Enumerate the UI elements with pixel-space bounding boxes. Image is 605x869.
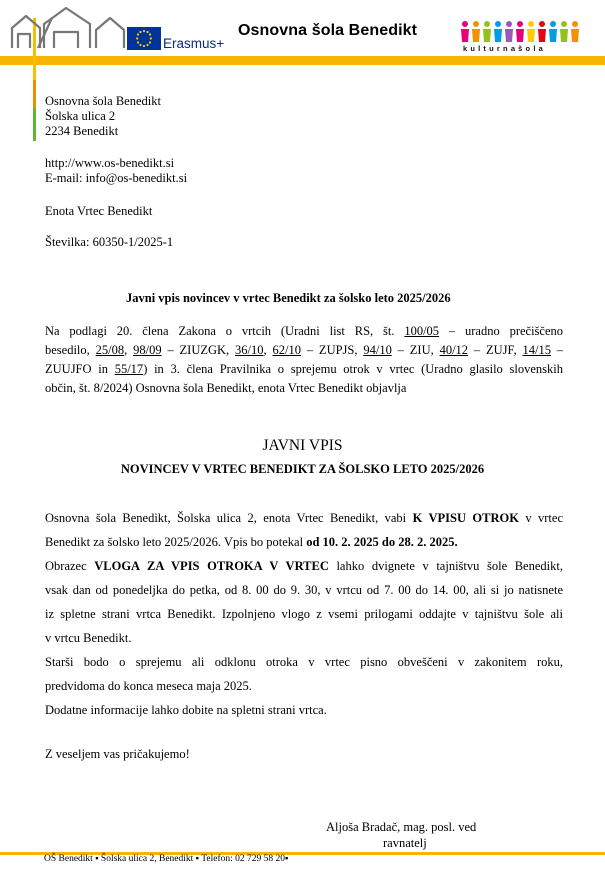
intro-line-2: besedilo, 25/08, 98/09 – ZIUZGK, 36/10, 62/10 – ZUPJS, 94/10 – ZIU, 40/12 – ZUJF, 14/15 – bbox=[45, 343, 564, 357]
subject-line: Javni vpis novincev v vrtec Benedikt za šolsko leto 2025/2026 bbox=[126, 291, 451, 305]
body-line: Benedikt za šolsko leto 2025/2026. Vpis bo potekal od 10. 2. 2025 do 28. 2. 2025. bbox=[45, 535, 458, 549]
intro-paragraph bbox=[45, 322, 563, 398]
school-logo bbox=[8, 4, 128, 54]
signature-role: ravnatelj bbox=[383, 836, 427, 850]
law-ref-link[interactable]: 14/15 bbox=[522, 343, 551, 357]
website-link[interactable]: http://www.os-benedikt.si bbox=[45, 156, 175, 170]
unit-name: Enota Vrtec Benedikt bbox=[45, 204, 153, 218]
signature-name: Aljoša Bradač, mag. posl. ved bbox=[326, 820, 477, 834]
kulturna-sola-label: kulturnašola bbox=[463, 44, 546, 53]
body-line: Obrazec VLOGA ZA VPIS OTROKA V VRTEC lahko dvignete v tajništvu šole Benedikt, bbox=[45, 559, 563, 573]
law-ref-link[interactable]: 25/08 bbox=[95, 343, 125, 357]
sender-line-2: Šolska ulica 2 bbox=[45, 109, 116, 123]
body-paragraph-1 bbox=[45, 506, 563, 554]
law-ref-link[interactable]: 40/12 bbox=[439, 343, 469, 357]
header-school-name: Osnovna šola Benedikt bbox=[238, 22, 418, 39]
sender-line-3: 2234 Benedikt bbox=[45, 124, 119, 138]
body-line: iz spletne strani vrtca Benedikt. Izpolnjeno vlogo z vsemi prilogami oddajte v tajništvu šole ali bbox=[45, 607, 563, 621]
law-ref-link[interactable]: 98/09 bbox=[133, 343, 162, 357]
closing-line: Z veseljem vas pričakujemo! bbox=[45, 747, 190, 761]
header-accent-bar bbox=[0, 56, 605, 65]
erasmus-label: Erasmus+ bbox=[163, 36, 225, 51]
main-heading: JAVNI VPIS bbox=[262, 437, 343, 454]
main-subheading: NOVINCEV V VRTEC BENEDIKT ZA ŠOLSKO LETO 2025/2026 bbox=[120, 462, 485, 476]
body-paragraph-2 bbox=[45, 554, 563, 650]
law-ref-link[interactable]: 36/10 bbox=[235, 343, 264, 357]
document-number: Številka: 60350-1/2025-1 bbox=[45, 235, 174, 249]
body-line: Starši bodo o sprejemu ali odklonu otroka v vrtec pisno obveščeni v zakonitem roku, bbox=[45, 655, 563, 669]
intro-line-3: ZUUJFO in 55/17) in 3. člena Pravilnika o sprejemu otrok v vrtec (Uradno glasilo slovenskih bbox=[45, 362, 563, 376]
body-line: predvidoma do konca meseca maja 2025. bbox=[45, 679, 252, 693]
law-ref-link[interactable]: 94/10 bbox=[363, 343, 392, 357]
kulturna-sola-logo bbox=[460, 20, 588, 44]
footer-contact: OŠ Benedikt ▪ Šolska ulica 2, Benedikt ▪ Telefon: 02 729 58 20▪ bbox=[44, 854, 289, 864]
email-line[interactable]: E-mail: info@os-benedikt.si bbox=[45, 171, 188, 185]
body-line: vsak dan od ponedeljka do petka, od 8. 00 do 9. 30, v vrtcu od 7. 00 do 14. 00, ali si jo natisnete bbox=[45, 583, 563, 597]
margin-accent-orange bbox=[33, 80, 36, 108]
intro-line-4: občin, št. 8/2024) Osnovna šola Benedikt, enota Vrtec Benedikt objavlja bbox=[45, 381, 407, 395]
body-line: Osnovna šola Benedikt, Šolska ulica 2, enota Vrtec Benedikt, vabi K VPISU OTROK v vrtec bbox=[45, 511, 563, 525]
law-ref-link[interactable]: 55/17 bbox=[114, 362, 144, 376]
intro-line-1: Na podlagi 20. člena Zakona o vrtcih (Uradni list RS, št. 100/05 – uradno prečiščeno bbox=[45, 324, 564, 338]
body-line: v vrtcu Benedikt. bbox=[45, 631, 132, 645]
law-ref-link[interactable]: 100/05 bbox=[404, 324, 440, 338]
margin-accent-green bbox=[33, 108, 36, 141]
body-paragraph-3 bbox=[45, 650, 563, 698]
law-ref-link[interactable]: 62/10 bbox=[272, 343, 301, 357]
body-paragraph-4: Dodatne informacije lahko dobite na spletni strani vrtca. bbox=[45, 703, 327, 717]
sender-line-1: Osnovna šola Benedikt bbox=[45, 94, 161, 108]
eu-flag-icon bbox=[127, 27, 161, 50]
